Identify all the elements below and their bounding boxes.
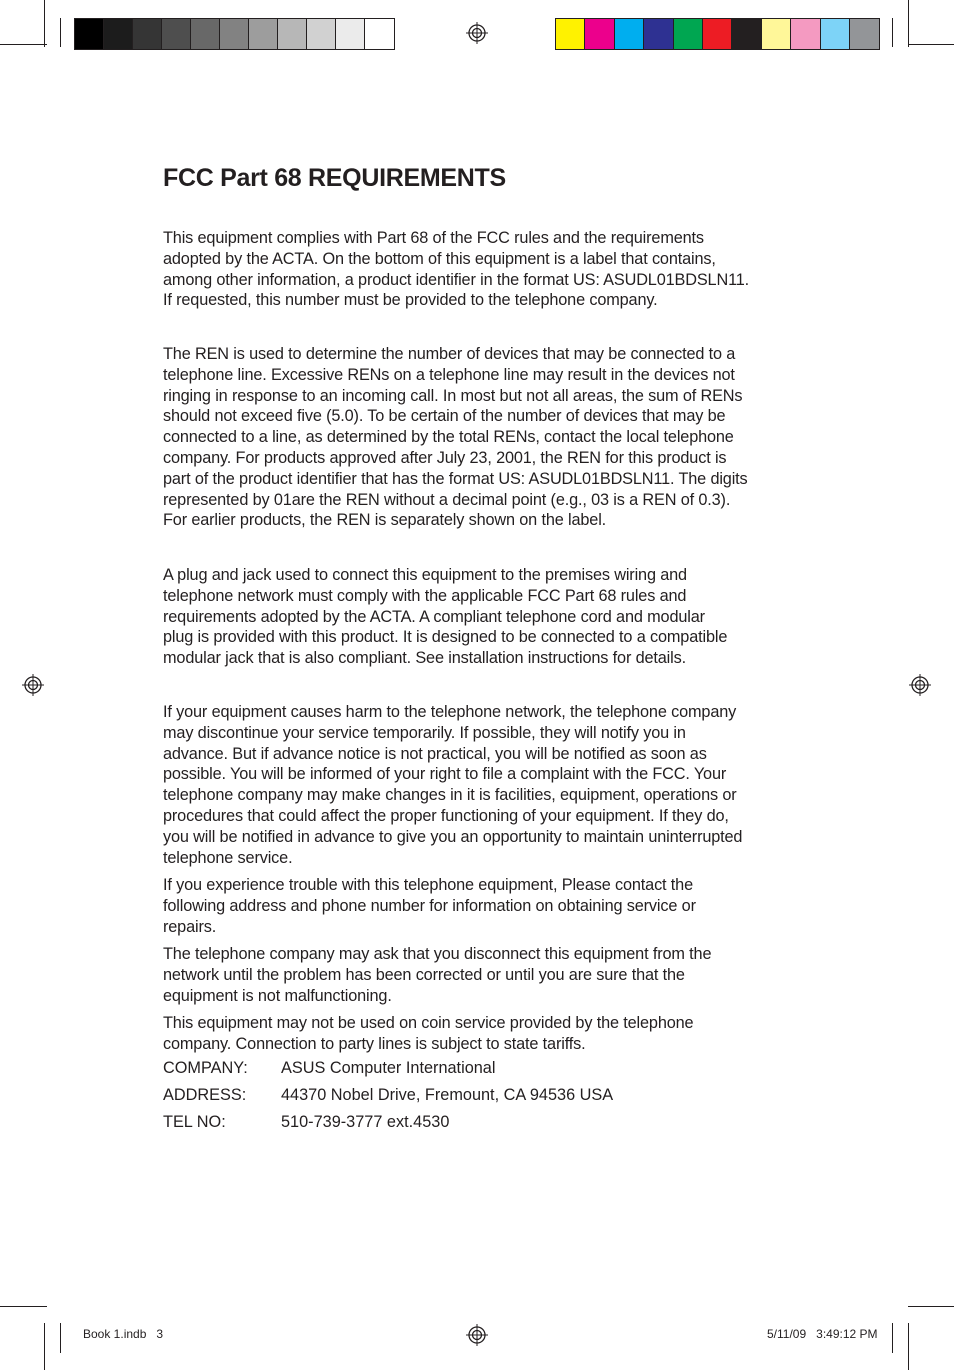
text-line: plug is provided with this product. It is designed to be connected to a compatible (163, 628, 728, 647)
contact-value: 44370 Nobel Drive, Fremount, CA 94536 USA (281, 1086, 614, 1104)
text-line: ringing in response to an incoming call. In most but not all areas, the sum of RENs (163, 386, 743, 405)
text-line: you will be notified in advance to give you an opportunity to maintain uninterrupted (163, 827, 743, 846)
process-color-bar (555, 18, 880, 50)
contact-label: ADDRESS: (163, 1086, 247, 1104)
color-swatch (162, 19, 191, 49)
text-line: telephone service. (163, 848, 293, 867)
text-line: For earlier products, the REN is separately shown on the label. (163, 511, 607, 530)
grayscale-color-bar (74, 18, 395, 50)
text-line: among other information, a product identifier in the format US: ASUDL01BDSLN11. (163, 270, 750, 289)
text-line: company. Connection to party lines is subject to state tariffs. (163, 1034, 586, 1053)
color-swatch (278, 19, 307, 49)
paragraph-coin-service (163, 1013, 793, 1055)
paragraph-disconnect (163, 944, 793, 1006)
text-line: This equipment complies with Part 68 of the FCC rules and the requirements (163, 229, 704, 247)
color-swatch (556, 19, 585, 49)
text-line: repairs. (163, 917, 217, 936)
color-swatch (644, 19, 673, 49)
color-swatch (762, 19, 791, 49)
contact-company-row (163, 1059, 495, 1078)
text-line: A plug and jack used to connect this equipment to the premises wiring and (163, 566, 687, 584)
color-swatch (249, 19, 278, 49)
color-swatch (791, 19, 820, 49)
contact-tel-row (163, 1113, 449, 1132)
text-line: represented by 01are the REN without a decimal point (e.g., 03 is a REN of 0.3). (163, 490, 731, 509)
text-line: following address and phone number for information on obtaining service or (163, 896, 696, 915)
color-swatch (220, 19, 249, 49)
contact-label: TEL NO: (163, 1113, 226, 1131)
text-line: This equipment may not be used on coin service provided by the telephone (163, 1014, 694, 1032)
color-swatch (674, 19, 703, 49)
registration-mark-icon (466, 1324, 488, 1346)
registration-mark-icon (22, 674, 44, 696)
text-line: If you experience trouble with this telephone equipment, Please contact the (163, 876, 693, 894)
text-line: connected to a line, as determined by the total RENs, contact the local telephone (163, 428, 734, 447)
text-line: network until the problem has been corrected or until you are sure that the (163, 965, 685, 984)
paragraph-trouble-contact (163, 875, 793, 937)
paragraph-part68-compliance (163, 228, 793, 311)
text-line: telephone network must comply with the applicable FCC Part 68 rules and (163, 586, 687, 605)
paragraph-ren (163, 344, 793, 531)
text-line: adopted by the ACTA. On the bottom of this equipment is a label that contains, (163, 249, 716, 268)
contact-value: 510-739-3777 ext.4530 (281, 1113, 450, 1131)
contact-label: COMPANY: (163, 1059, 248, 1077)
text-line: advance. But if advance notice is not practical, you will be notified as soon as (163, 744, 707, 763)
color-swatch (191, 19, 220, 49)
color-swatch (703, 19, 732, 49)
slug-file-info: Book 1.indb 3 (83, 1327, 164, 1341)
color-swatch (75, 19, 104, 49)
color-swatch (615, 19, 644, 49)
text-line: should not exceed five (5.0). To be certain of the number of devices that may be (163, 407, 726, 426)
contact-value: ASUS Computer International (281, 1059, 496, 1077)
color-swatch (133, 19, 162, 49)
paragraph-network-harm (163, 702, 793, 868)
contact-address-row (163, 1086, 613, 1105)
paragraph-plug-and-jack (163, 565, 793, 669)
color-swatch (732, 19, 761, 49)
registration-mark-icon (466, 22, 488, 44)
color-swatch (336, 19, 365, 49)
text-line: If your equipment causes harm to the telephone network, the telephone company (163, 703, 737, 721)
text-line: procedures that could affect the proper functioning of your equipment. If they do, (163, 806, 729, 825)
text-line: possible. You will be informed of your right to file a complaint with the FCC. Your (163, 765, 727, 784)
text-line: telephone company may make changes in it is facilities, equipment, operations or (163, 786, 737, 805)
registration-mark-icon (909, 674, 931, 696)
text-line: requirements adopted by the ACTA. A compliant telephone cord and modular (163, 607, 705, 626)
color-swatch (850, 19, 879, 49)
color-swatch (821, 19, 850, 49)
text-line: part of the product identifier that has the format US: ASUDL01BDSLN11. The digits (163, 469, 748, 488)
text-line: may discontinue your service temporarily. If possible, they will notify you in (163, 723, 686, 742)
text-line: The REN is used to determine the number of devices that may be connected to a (163, 345, 736, 363)
text-line: telephone line. Excessive RENs on a telephone line may result in the devices not (163, 365, 735, 384)
color-swatch (585, 19, 614, 49)
text-line: If requested, this number must be provided to the telephone company. (163, 291, 658, 310)
page-title: FCC Part 68 REQUIREMENTS (163, 164, 506, 192)
text-line: equipment is not malfunctioning. (163, 986, 392, 1005)
text-line: The telephone company may ask that you disconnect this equipment from the (163, 945, 712, 963)
color-swatch (365, 19, 394, 49)
color-swatch (104, 19, 133, 49)
color-swatch (307, 19, 336, 49)
text-line: company. For products approved after July 23, 2001, the REN for this product is (163, 448, 727, 467)
slug-timestamp: 5/11/09 3:49:12 PM (767, 1327, 878, 1341)
text-line: modular jack that is also compliant. See installation instructions for details. (163, 649, 686, 668)
